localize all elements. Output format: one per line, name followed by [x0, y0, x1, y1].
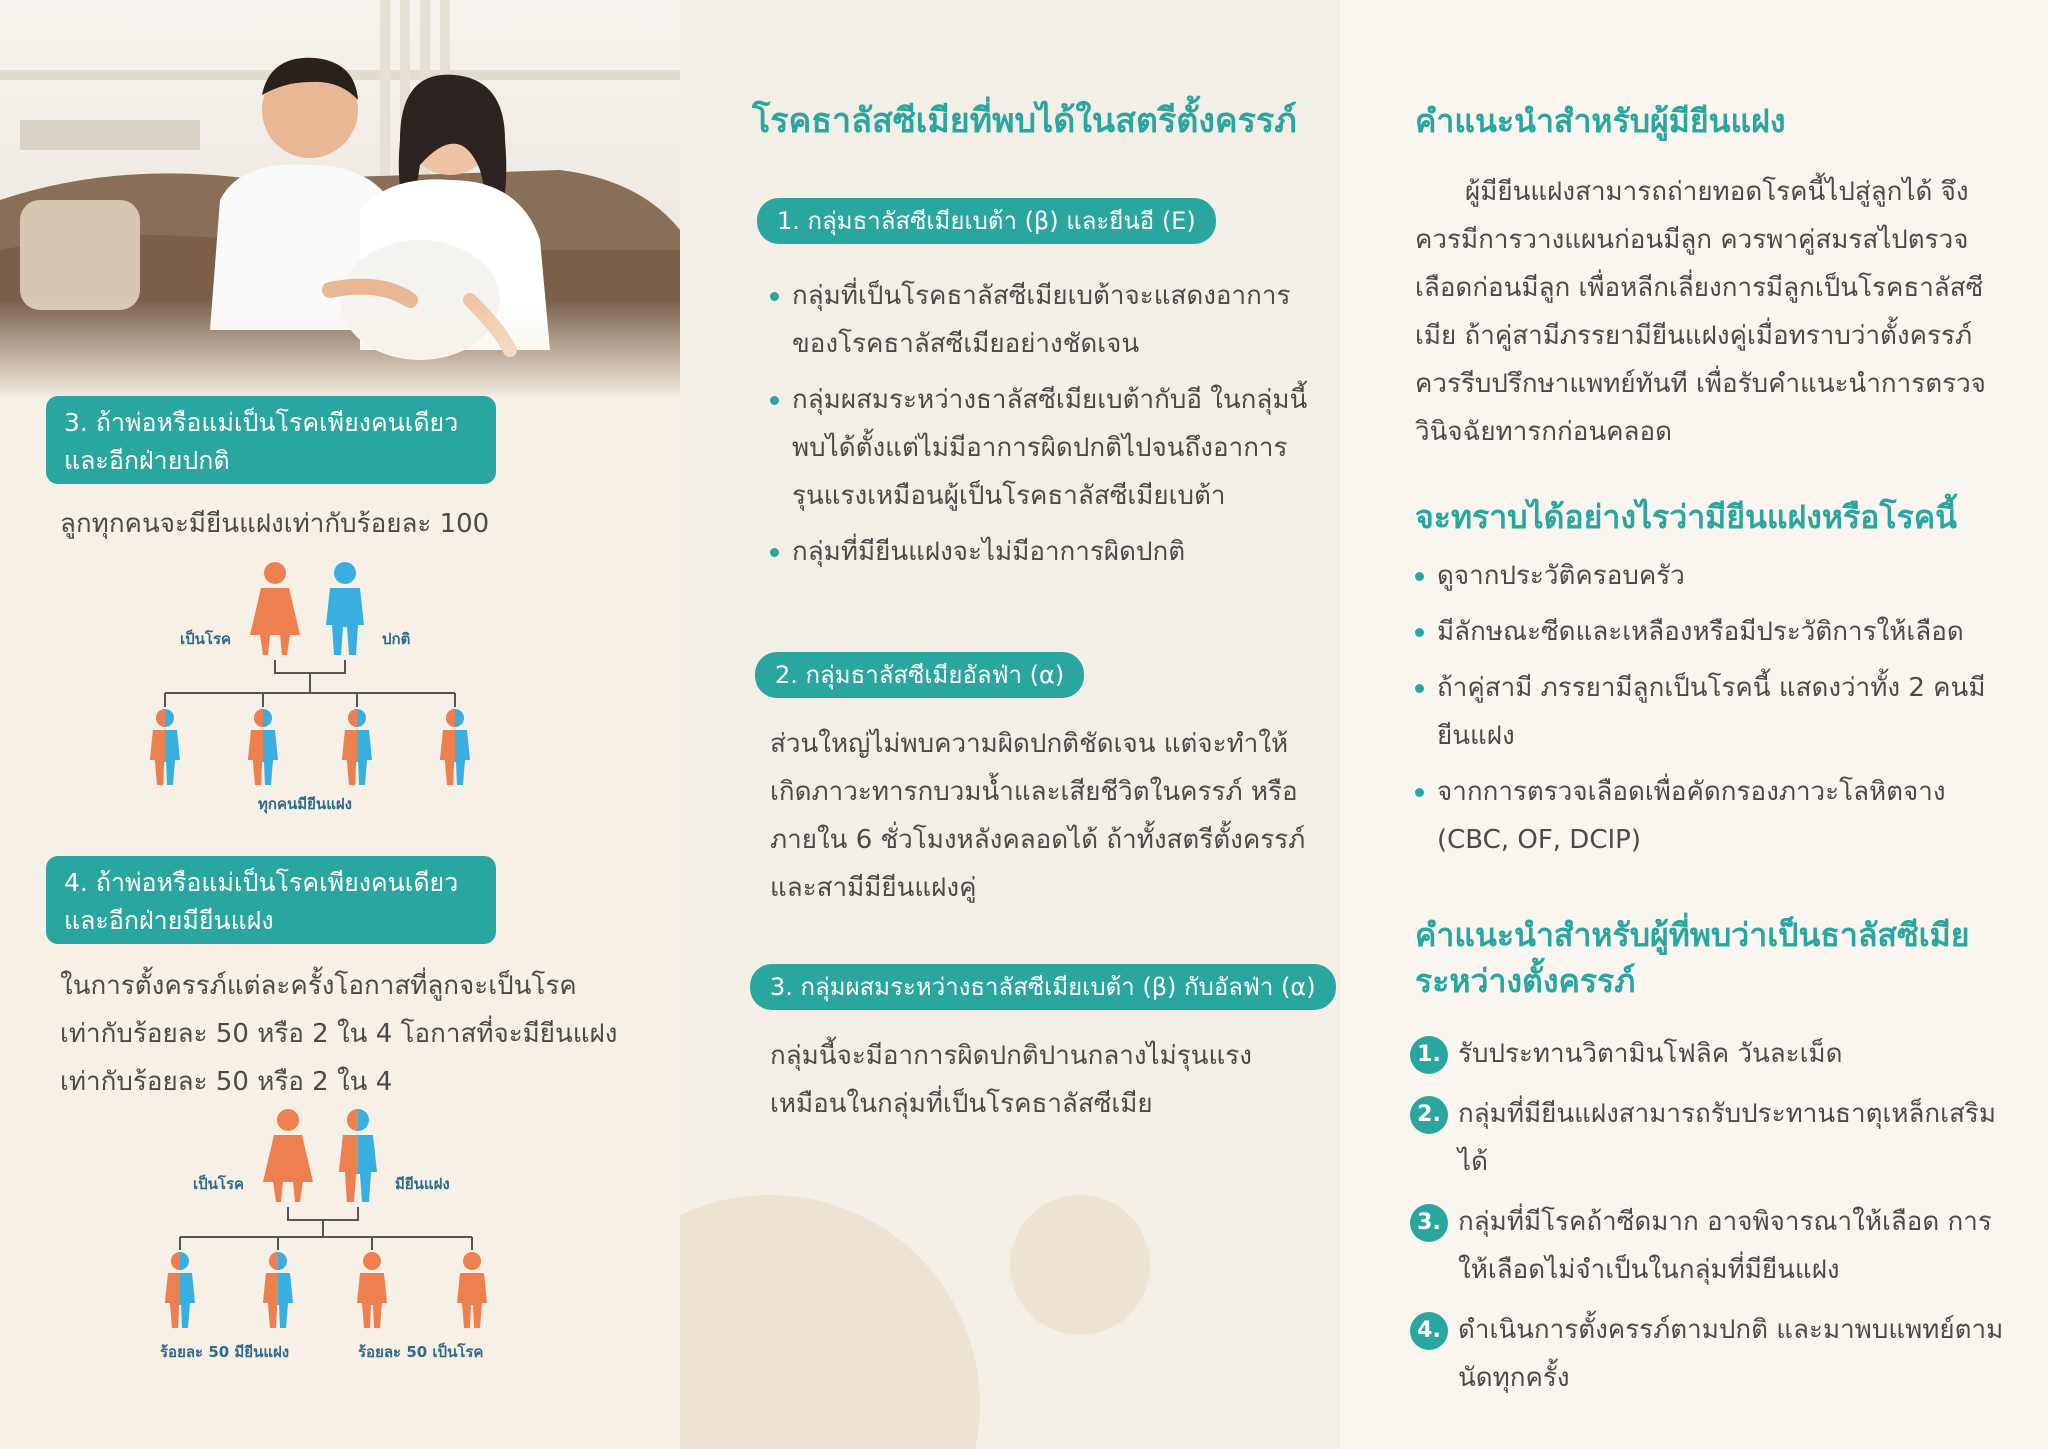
couple-photo — [0, 0, 680, 400]
pregnancy-advice-title: คำแนะนำสำหรับผู้ที่พบว่าเป็นธาลัสซีเมียระหว่างตั้งครรภ์ — [1415, 916, 1970, 1000]
child-carrier-icon — [263, 1252, 293, 1328]
advice-item — [1410, 1090, 2010, 1186]
parent-carrier-icon — [339, 1109, 377, 1202]
inheritance-diagram-carrier — [150, 1105, 500, 1360]
carrier-advice-title: คำแนะนำสำหรับผู้มียีนแฝง — [1415, 102, 1786, 140]
detection-bullet: มีลักษณะซีดและเหลืองหรือมีประวัติการให้เลือด — [1415, 608, 2005, 656]
advice-item-text: กลุ่มที่มียีนแฝงสามารถรับประทานธาตุเหล็กเสริมได้ — [1458, 1099, 1997, 1177]
diagram2-carrier-label: มียีนแฝง — [395, 1175, 450, 1193]
decorative-circle — [1010, 1195, 1150, 1335]
left-panel — [0, 0, 680, 1449]
detection-bullet: จากการตรวจเลือดเพื่อคัดกรองภาวะโลหิตจาง (CBC, OF, DCIP) — [1415, 768, 2005, 864]
thalassemia-types-title: โรคธาลัสซีเมียที่พบได้ในสตรีตั้งครรภ์ — [752, 101, 1297, 141]
decorative-circle — [680, 1195, 980, 1449]
child-carrier-icon — [342, 709, 372, 785]
child-carrier-icon — [150, 709, 180, 785]
scenario-4-text: ในการตั้งครรภ์แต่ละครั้งโอกาสที่ลูกจะเป็นโรคเท่ากับร้อยละ 50 หรือ 2 ใน 4 โอกาสที่จะมียีนแฝงเท่ากับร้อยละ 50 หรือ 2 ใน 4 — [60, 971, 618, 1097]
parent-normal-icon — [326, 562, 364, 655]
diagram1-result-label: ทุกคนมียีนแฝง — [258, 795, 352, 813]
middle-panel — [680, 0, 1340, 1449]
diagram2-carrier-percent-label: ร้อยละ 50 มียีนแฝง — [160, 1343, 290, 1361]
advice-item-text: กลุ่มที่มีโรคถ้าซีดมาก อาจพิจารณาให้เลือด การให้เลือดไม่จำเป็นในกลุ่มที่มียีนแฝง — [1458, 1207, 1992, 1285]
group-1-bullet: กลุ่มผสมระหว่างธาลัสซีเมียเบต้ากับอี ในกลุ่มนี้พบได้ตั้งแต่ไม่มีอาการผิดปกติไปจนถึงอาการรุนแรงเหมือนผู้เป็นโรคธาลัสซีเมียเบต้า — [770, 376, 1310, 520]
advice-item — [1410, 1306, 2010, 1402]
advice-item — [1410, 1198, 2010, 1294]
right-panel — [1340, 0, 2048, 1449]
child-affected-icon — [457, 1252, 487, 1328]
detection-title: จะทราบได้อย่างไรว่ามียีนแฝงหรือโรคนี้ — [1415, 498, 1958, 536]
parent-affected-icon — [263, 1109, 313, 1202]
scenario-3-header — [46, 396, 496, 484]
inheritance-diagram-normal — [140, 555, 490, 820]
detection-bullet: ดูจากประวัติครอบครัว — [1415, 552, 2005, 600]
group-2-label: 2. กลุ่มธาลัสซีเมียอัลฟ่า (α) — [755, 652, 1084, 698]
advice-number-badge: 4. — [1410, 1312, 1448, 1350]
couple-photo-illustration — [0, 0, 680, 400]
group-3-label: 3. กลุ่มผสมระหว่างธาลัสซีเมียเบต้า (β) กับอัลฟ่า (α) — [750, 964, 1336, 1010]
child-carrier-icon — [440, 709, 470, 785]
scenario-3-text: ลูกทุกคนจะมียีนแฝงเท่ากับร้อยละ 100 — [60, 509, 490, 539]
advice-number-badge: 3. — [1410, 1204, 1448, 1242]
parent-affected-icon — [250, 562, 300, 655]
pregnancy-advice-list — [1410, 1030, 2010, 1414]
group-3-text: กลุ่มนี้จะมีอาการผิดปกติปานกลางไม่รุนแรงเหมือนในกลุ่มที่เป็นโรคธาลัสซีเมีย — [770, 1041, 1252, 1119]
child-carrier-icon — [248, 709, 278, 785]
diagram2-affected-label: เป็นโรค — [193, 1175, 245, 1193]
scenario-4-number: 4. — [64, 868, 88, 897]
detection-bullet: ถ้าคู่สามี ภรรยามีลูกเป็นโรคนี้ แสดงว่าทั้ง 2 คนมียีนแฝง — [1415, 664, 2005, 760]
advice-number-badge: 2. — [1410, 1096, 1448, 1134]
advice-number-badge: 1. — [1410, 1036, 1448, 1074]
group-1-label: 1. กลุ่มธาลัสซีเมียเบต้า (β) และยีนอี (E) — [757, 198, 1216, 244]
advice-item-text: รับประทานวิตามินโฟลิค วันละเม็ด — [1458, 1039, 1843, 1069]
diagram1-normal-label: ปกติ — [382, 630, 411, 648]
diagram1-affected-label: เป็นโรค — [180, 630, 232, 648]
advice-item-text: ดำเนินการตั้งครรภ์ตามปกติ และมาพบแพทย์ตามนัดทุกครั้ง — [1458, 1315, 2004, 1393]
carrier-advice-text: ผู้มียีนแฝงสามารถถ่ายทอดโรคนี้ไปสู่ลูกได้ จึงควรมีการวางแผนก่อนมีลูก ควรพาคู่สมรสไปตรวจเลือดก่อนมีลูก เพื่อหลีกเลี่ยงการมีลูกเป็นโรคธาลัสซีเมีย ถ้าคู่สามีภรรยามียีนแฝงคู่เมื่อทราบว่าตั้งครรภ์ควรรีบปรึกษาแพทย์ทันที เพื่อรับคำแนะนำการตรวจวินิจฉัยทารกก่อนคลอด — [1415, 177, 1986, 447]
scenario-3-number: 3. — [64, 408, 88, 437]
scenario-3-title: ถ้าพ่อหรือแม่เป็นโรคเพียงคนเดียว และอีกฝ่ายปกติ — [64, 408, 459, 475]
child-affected-icon — [357, 1252, 387, 1328]
scenario-4-header — [46, 856, 496, 944]
group-1-bullet: กลุ่มที่เป็นโรคธาลัสซีเมียเบต้าจะแสดงอาการของโรคธาลัสซีเมียอย่างชัดเจน — [770, 272, 1310, 368]
group-1-bullet: กลุ่มที่มียีนแฝงจะไม่มีอาการผิดปกติ — [770, 528, 1310, 576]
detection-bullets — [1415, 552, 2005, 872]
group-1-bullets — [770, 272, 1310, 584]
group-2-text: ส่วนใหญ่ไม่พบความผิดปกติชัดเจน แต่จะทำให้เกิดภาวะทารกบวมน้ำและเสียชีวิตในครรภ์ หรือภายใน 6 ชั่วโมงหลังคลอดได้ ถ้าทั้งสตรีตั้งครรภ์และสามีมียีนแฝงคู่ — [770, 729, 1306, 903]
advice-item — [1410, 1030, 2010, 1078]
diagram2-affected-percent-label: ร้อยละ 50 เป็นโรค — [358, 1343, 484, 1361]
child-carrier-icon — [165, 1252, 195, 1328]
scenario-4-title: ถ้าพ่อหรือแม่เป็นโรคเพียงคนเดียว และอีกฝ่ายมียีนแฝง — [64, 868, 459, 935]
